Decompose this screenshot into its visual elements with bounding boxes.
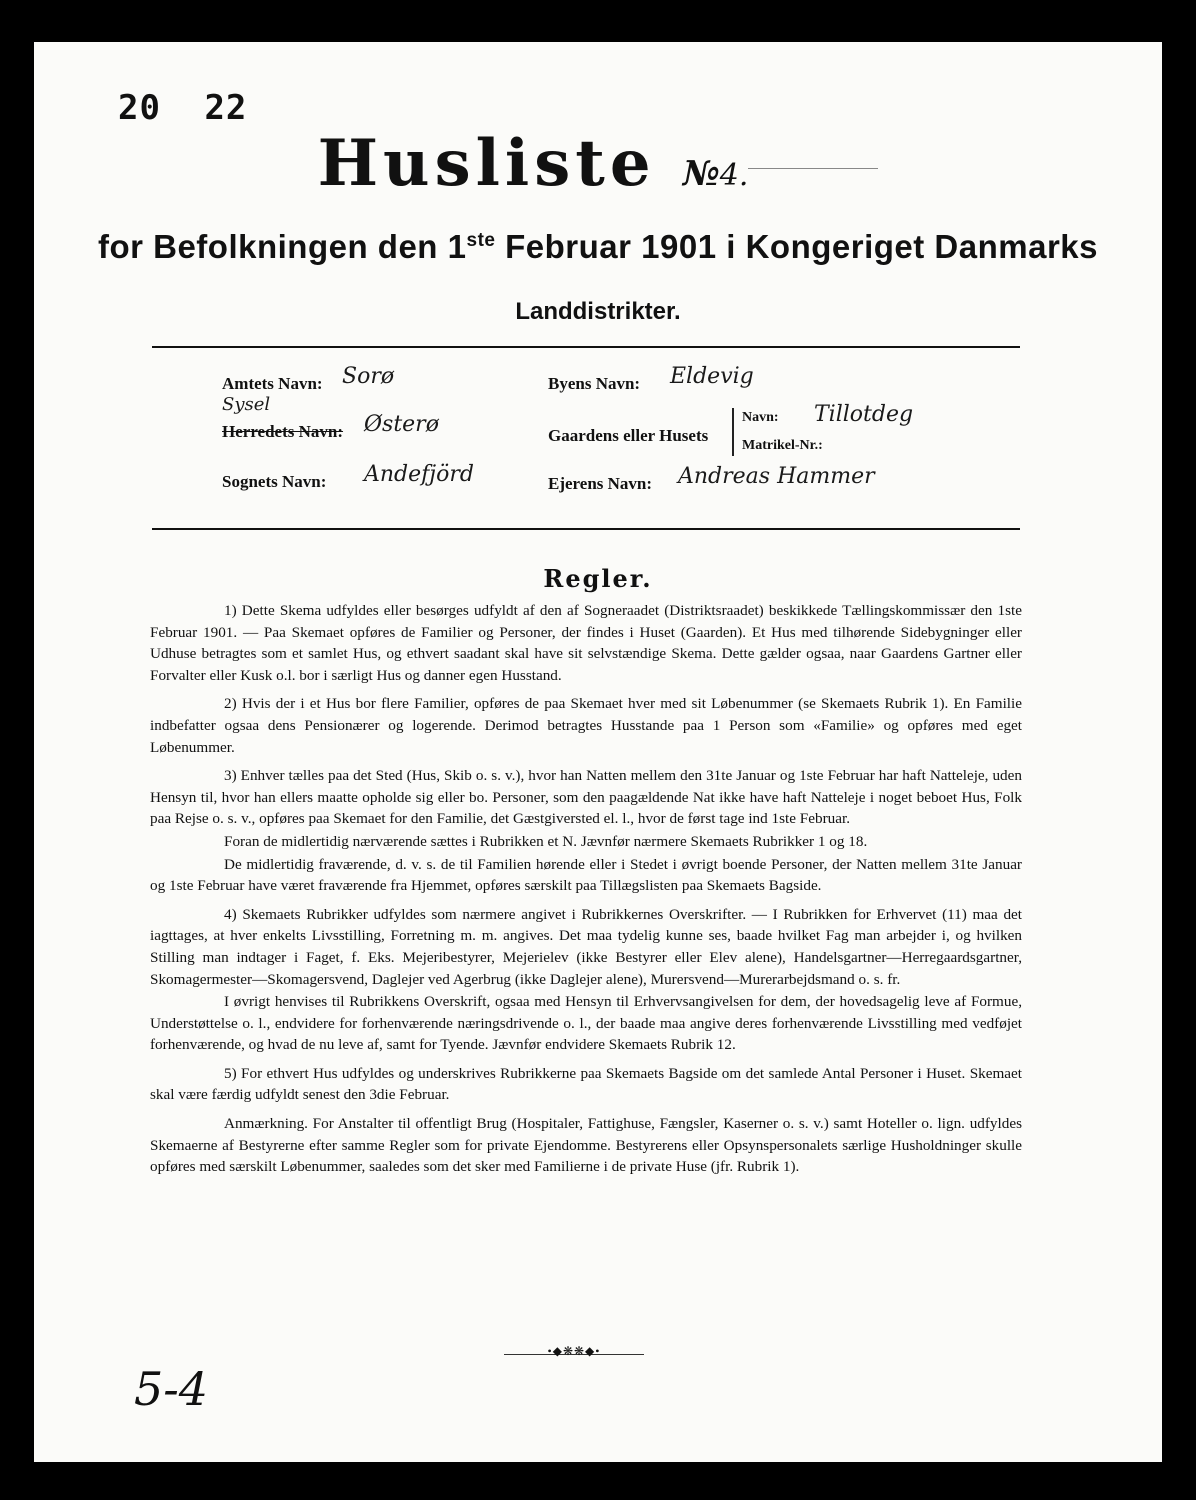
sogn-value: Andefjörd — [364, 462, 474, 487]
byens-label: Byens Navn: — [548, 374, 641, 393]
rule-3-note-b: De midlertidig fraværende, d. v. s. de til Familien hørende eller i Stedet i øvrigt boende Personer, der Natten mellem 31te Januar og 1ste Februar have været fraværende fra Hjemmet, opføres særskilt paa Tillægslisten paa Skemaets Bagside. — [150, 855, 1022, 895]
rule-4: 4) Skemaets Rubrikker udfyldes som nærmere angivet i Rubrikkernes Overskrifter. — I Rubrikken for Erhvervet (11) maa det iagttages, at hver enkelts Livsstilling, Forretning m. m. angives. Det maa tydelig kunne ses, baade hvilket Fag man arbejder i, og hvilken Stilling man indtager i Faget, f. Eks. Mejeribestyrer, Mejerielev (ikke Bestyrer eller Elev alene), Handelsgartner—Herregaardsgartner, Skomagermester—Skomagersvend, Daglejer ved Agerbrug (ikke Daglejer alene), Murersvend—Murerarbejdsmand o. s. fr. — [150, 905, 1022, 988]
amt-label: Amtets Navn: — [222, 374, 323, 393]
divider-top — [152, 346, 1020, 348]
bottom-mark: 5-4 — [134, 1362, 209, 1416]
rule-2: 2) Hvis der i et Hus bor flere Familier, opføres de paa Skemaet hver med sit Løbenummer (se Skemaets Rubrik 1). En Familie indbefatter ogsaa dens Pensionærer og logerende. Derimod betragtes Husstande paa 1 Person som «Familie» og opføres med eget Løbenummer. — [150, 695, 1022, 756]
rule-1: 1) Dette Skema udfyldes eller besørges udfyldt af den af Sogneraadet (Distriktsraadet) beskikkede Tællingskommissær den 1ste Februar 1901. — Paa Skemaet opføres de Familier og Personer, der findes i Huset (Gaarden). Et Hus med tilhørende Sidebygninger eller Udhuse betragtes som et samlet Hus, og ethvert saadant skal have sit selvstændige Skema. Dette gælder ogsaa, naar Gaardens Gartner eller Forvalter eller Kusk o.l. bor i særligt Hus og danner egen Husstand. — [150, 602, 1022, 684]
navn-label: Navn: — [742, 410, 779, 425]
form-title — [34, 126, 1162, 201]
number-prefix: № — [682, 154, 720, 194]
sogn-label: Sognets Navn: — [222, 472, 327, 491]
subtitle-part-1: for Befolkningen den 1 — [97, 228, 467, 265]
rule-4-note: I øvrigt henvises til Rubrikkens Overskrift, ogsaa med Hensyn til Erhvervsangivelsen for dem, der hovedsagelig leve af Formue, Understøttelse o. l., endvidere for forhenværende næringsdrivende o. l., der baade maa angive deres forhenværende Livsstilling med vedføjet forhenværende, og hvad de nu leve af, samt for Tyende. Jævnfør endvidere Skemaets Rubrik 12. — [150, 993, 1022, 1054]
ejer-label: Ejerens Navn: — [548, 474, 653, 493]
divider-bottom — [152, 528, 1020, 530]
gaard-label: Gaardens eller Husets — [548, 426, 709, 445]
herred-label: Herredets Navn: — [222, 422, 344, 441]
corner-mark-2: 22 — [204, 88, 248, 128]
number-underline — [748, 168, 878, 169]
corner-mark-1: 20 — [118, 88, 161, 128]
rule-note: Anmærkning. For Anstalter til offentligt Brug (Hospitaler, Fattighuse, Fængsler, Kaserner o. s. v.) samt Hoteller o. lign. udfyldes Skemaerne af Bestyrerne efter samme Regler som for private Ejendomme. Bestyrerens eller Opsynspersonalets særlige Husholdninger skulle opføres med særskilt Løbenummer, saaledes som det sker med Familierne i de private Huse (jfr. Rubrik 1). — [150, 1115, 1022, 1176]
byens-value: Eldevig — [670, 364, 754, 389]
rules-body — [150, 600, 1022, 1185]
house-number: 4. — [719, 158, 749, 193]
rule-3-note-a: Foran de midlertidig nærværende sættes i Rubrikken et N. Jævnfør nærmere Skemaets Rubrikker 1 og 18. — [224, 832, 868, 850]
matrikel-label: Matrikel-Nr.: — [742, 438, 823, 453]
subtitle-part-2: Februar 1901 i Kongeriget Danmarks — [495, 228, 1099, 265]
navn-value: Tillotdeg — [814, 402, 914, 427]
herred-correction: Sysel — [222, 394, 271, 415]
ornament: •◆❋❋◆• — [547, 1344, 601, 1358]
form-subtitle — [34, 228, 1162, 266]
rule-3: 3) Enhver tælles paa det Sted (Hus, Skib o. s. v.), hvor han Natten mellem den 31te Januar og 1ste Februar har haft Natteleje, uden Hensyn til, hvor han ellers maatte opholde sig eller bo. Personer, som den paagældende Nat ikke have haft Natteleje i noget beboet Hus, Folk paa Rejse o. s. v., opføres paa Skemaet for den Familie, det Gæstgiversted el. l., hvor de først tage ind 1ste Februar. — [150, 767, 1022, 828]
corner-marks — [118, 88, 269, 128]
subtitle-sup: ste — [466, 230, 496, 251]
rules-heading: Regler. — [543, 564, 653, 593]
herred-value: Østerø — [364, 412, 439, 437]
census-form-page — [34, 42, 1162, 1462]
rule-5: 5) For ethvert Hus udfyldes og underskrives Rubrikkerne paa Skemaets Bagside om det samlede Antal Personer i Huset. Skemaet skal være færdig udfyldt senest den 3die Februar. — [150, 1064, 1022, 1104]
amt-value: Sorø — [342, 364, 395, 389]
gaard-brace — [732, 408, 734, 456]
title-main: Husliste — [317, 126, 656, 201]
form-subtitle-2: Landdistrikter. — [515, 298, 681, 325]
ejer-value: Andreas Hammer — [678, 464, 875, 489]
